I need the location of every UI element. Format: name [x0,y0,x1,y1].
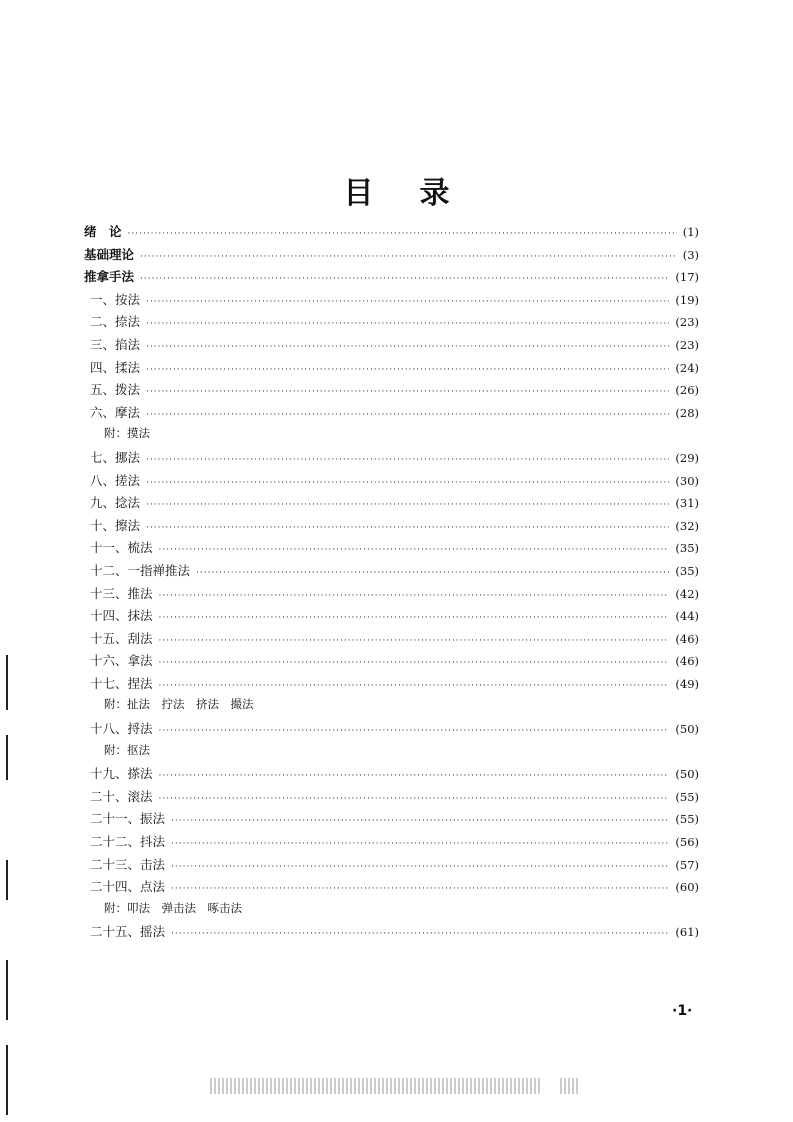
toc-entry-page: (35) [675,541,699,556]
toc-entry [84,403,699,426]
toc-entry-label: 绪 论 [84,224,122,239]
toc-entry-label: 十八、捋法 [90,721,153,737]
toc-entry-page: (24) [675,360,699,375]
leader-dots [146,297,669,307]
toc-entry-page: (46) [675,631,699,646]
toc-entry-label: 二十四、点法 [90,879,166,895]
toc-entry-page: (23) [675,315,699,330]
toc-entry [84,561,699,584]
leader-dots [146,365,669,375]
toc-entry [84,651,699,674]
toc-entry [84,471,699,494]
toc-entry-label: 十六、拿法 [90,653,153,669]
toc-entry-label: 九、捻法 [90,495,141,511]
leader-dots [146,455,669,465]
toc-entry-page: (55) [675,789,699,804]
toc-entry-label: 十、擦法 [90,517,141,533]
page-title: 目录 [343,176,496,211]
leader-dots [171,816,669,826]
leader-dots [146,500,669,510]
toc-entry-label: 基础理论 [84,246,135,262]
toc-entry-page: (30) [675,473,699,488]
leader-dots [159,794,670,804]
toc-entry-label: 十四、抹法 [90,608,153,624]
toc-entry [84,674,699,697]
toc-entry [84,787,699,810]
toc-entry [84,538,699,561]
scan-edge-mark [6,735,8,780]
toc-entry-page: (61) [675,925,699,940]
toc-entry [84,380,699,403]
toc-entry-page: (60) [675,880,699,895]
scan-edge-mark [6,655,8,710]
toc-entry-page: (49) [675,676,699,691]
leader-dots [146,342,669,352]
toc-entry [84,358,699,381]
leader-dots [171,929,669,939]
toc-entry [84,448,699,471]
leader-dots [146,387,669,397]
toc-entry-label: 附：扯法 拧法 挤法 撮法 [104,697,254,712]
toc-entry-label: 附：抠法 [104,742,150,757]
toc-entry-label: 十二、一指禅推法 [90,562,191,578]
toc-entry-label: 八、搓法 [90,472,141,488]
leader-dots [159,771,670,781]
toc-entry-label: 二、捺法 [90,314,141,330]
toc-entry-page: (44) [675,609,699,624]
toc-entry [84,245,699,268]
leader-dots [159,591,670,601]
toc-entry-label: 七、挪法 [90,449,141,465]
scan-edge-mark [6,860,8,900]
leader-dots [146,319,669,329]
toc-entry [84,425,699,448]
leader-dots [159,636,670,646]
toc-entry [84,222,699,245]
toc-entry-page: (1) [682,225,699,239]
toc-entry-label: 二十、滚法 [90,788,153,804]
leader-dots [159,613,670,623]
toc-entry-label: 附：叩法 弹击法 啄击法 [104,900,242,915]
toc-entry-page: (28) [675,405,699,420]
toc-entry-page: (31) [675,496,699,511]
toc-entry-page: (55) [675,812,699,827]
toc-entry-page: (17) [675,270,699,285]
toc-entry-page: (46) [675,654,699,669]
toc-entry [84,900,699,923]
toc-entry-label: 二十三、击法 [90,856,166,872]
leader-dots [159,726,670,736]
toc-entry-label: 五、拨法 [90,382,141,398]
toc-entry-label: 十七、捏法 [90,675,153,691]
toc-entry [84,877,699,900]
leader-dots [159,681,670,691]
toc-entry-label: 一、按法 [90,291,141,307]
toc-entry-page: (35) [675,563,699,578]
toc-entry-label: 四、揉法 [90,359,141,375]
table-of-contents [84,222,699,945]
scan-edge-mark [6,960,8,1020]
toc-entry-label: 六、摩法 [90,404,141,420]
leader-dots [171,884,669,894]
leader-dots [171,839,669,849]
toc-entry-page: (29) [675,450,699,465]
leader-dots [140,274,669,284]
toc-entry [84,312,699,335]
toc-entry [84,267,699,290]
toc-entry [84,764,699,787]
toc-entry-label: 二十五、摇法 [90,924,166,940]
toc-entry [84,855,699,878]
leader-dots [128,229,677,239]
toc-entry-label: 三、掐法 [90,336,141,352]
toc-entry-page: (23) [675,337,699,352]
toc-entry [84,809,699,832]
toc-entry-label: 推拿手法 [84,269,135,285]
leader-dots [196,568,669,578]
toc-entry [84,516,699,539]
toc-entry [84,742,699,765]
leader-dots [159,545,670,555]
toc-entry-page: (42) [675,586,699,601]
toc-entry-label: 十三、推法 [90,585,153,601]
toc-entry [84,719,699,742]
page-number: ·1· [672,1003,693,1019]
leader-dots [146,523,669,533]
toc-entry-label: 二十二、抖法 [90,834,166,850]
toc-entry-label: 附：摸法 [104,426,150,441]
scan-noise [560,1078,580,1094]
toc-entry [84,290,699,313]
toc-entry-label: 十五、刮法 [90,630,153,646]
toc-entry-page: (50) [675,722,699,737]
toc-entry [84,629,699,652]
leader-dots [140,252,677,262]
toc-entry [84,584,699,607]
toc-entry-page: (3) [682,247,699,262]
leader-dots [159,658,670,668]
leader-dots [146,478,669,488]
leader-dots [171,862,669,872]
toc-entry-page: (26) [675,383,699,398]
toc-entry-page: (19) [675,292,699,307]
toc-entry-page: (56) [675,835,699,850]
toc-entry-page: (32) [675,518,699,533]
toc-entry-page: (50) [675,767,699,782]
leader-dots [146,410,669,420]
scan-noise [210,1078,540,1094]
toc-entry-label: 二十一、振法 [90,811,166,827]
toc-entry-page: (57) [675,857,699,872]
toc-entry [84,696,699,719]
toc-entry [84,606,699,629]
toc-entry-label: 十一、梳法 [90,540,153,556]
toc-entry [84,922,699,945]
scan-edge-mark [6,1045,8,1115]
toc-entry [84,335,699,358]
toc-entry [84,832,699,855]
toc-entry [84,493,699,516]
toc-entry-label: 十九、搽法 [90,766,153,782]
